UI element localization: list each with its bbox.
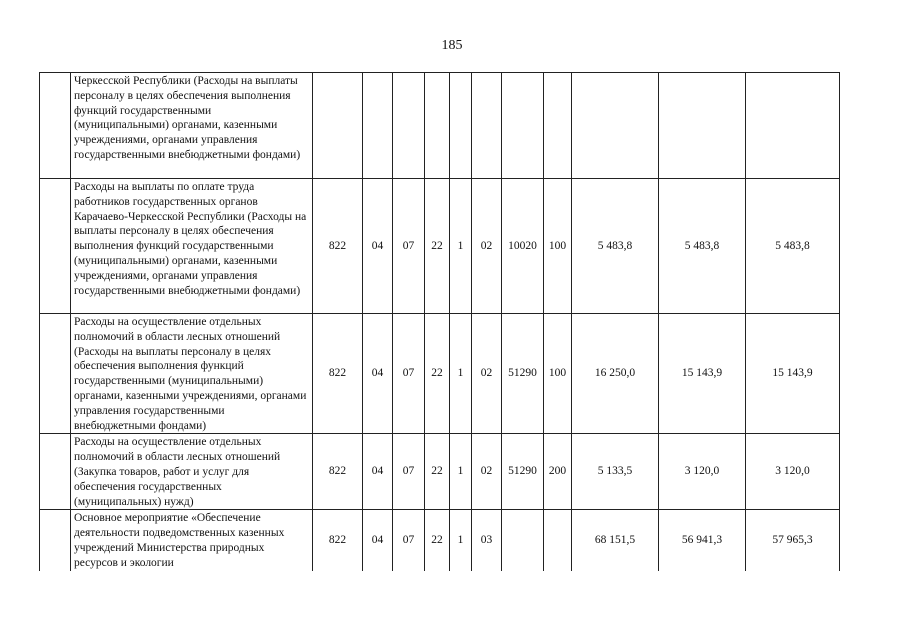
event-code-cell: 02 (472, 179, 502, 314)
direction-code-cell (502, 73, 544, 179)
sum-year-3-cell: 57 965,3 (746, 510, 840, 571)
sum-year-3-cell: 5 483,8 (746, 179, 840, 314)
subprogram-type-cell: 1 (450, 179, 472, 314)
table-row (40, 510, 840, 571)
row-number-cell (40, 73, 71, 179)
table-row (40, 314, 840, 434)
program-code-cell (425, 73, 450, 179)
expense-type-cell: 200 (544, 434, 572, 510)
event-code-cell: 02 (472, 434, 502, 510)
row-number-cell (40, 314, 71, 434)
event-code-cell: 02 (472, 314, 502, 434)
section-code-cell: 04 (363, 434, 393, 510)
row-number-cell (40, 434, 71, 510)
sum-year-1-cell: 5 483,8 (572, 179, 659, 314)
sum-year-2-cell (659, 73, 746, 179)
sum-year-3-cell (746, 73, 840, 179)
section-code-cell: 04 (363, 510, 393, 571)
subsection-code-cell: 07 (393, 510, 425, 571)
ministry-code-cell: 822 (313, 179, 363, 314)
sum-year-2-cell: 56 941,3 (659, 510, 746, 571)
sum-year-3-cell: 3 120,0 (746, 434, 840, 510)
subsection-code-cell: 07 (393, 434, 425, 510)
section-code-cell: 04 (363, 179, 393, 314)
budget-table (39, 72, 840, 571)
subprogram-type-cell: 1 (450, 434, 472, 510)
row-number-cell (40, 510, 71, 571)
expense-name-cell: Расходы на осуществление отдельных полномочий в области лесных отношений (Расходы на выплаты персоналу в целях обеспечения выполнения функций государственными (муниципальными) органами, казенными учреждениями, органами управления государственными внебюджетными фондами) (71, 314, 313, 434)
sum-year-2-cell: 15 143,9 (659, 314, 746, 434)
ministry-code-cell: 822 (313, 510, 363, 571)
sum-year-2-cell: 3 120,0 (659, 434, 746, 510)
direction-code-cell (502, 510, 544, 571)
program-code-cell: 22 (425, 510, 450, 571)
program-code-cell: 22 (425, 314, 450, 434)
sum-year-3-cell: 15 143,9 (746, 314, 840, 434)
table-row (40, 434, 840, 510)
expense-type-cell: 100 (544, 179, 572, 314)
subsection-code-cell: 07 (393, 179, 425, 314)
program-code-cell: 22 (425, 434, 450, 510)
program-code-cell: 22 (425, 179, 450, 314)
event-code-cell: 03 (472, 510, 502, 571)
expense-name-cell: Основное мероприятие «Обеспечение деятельности подведомственных казенных учреждений Министерства природных ресурсов и экологии (71, 510, 313, 571)
expense-name-cell: Черкесской Республики (Расходы на выплаты персоналу в целях обеспечения выполнения функций государственными (муниципальными) органами, казенными учреждениями, органами управления государственными внебюджетными фондами) (71, 73, 313, 179)
expense-type-cell (544, 510, 572, 571)
subprogram-type-cell: 1 (450, 510, 472, 571)
expense-name-cell: Расходы на выплаты по оплате труда работников государственных органов Карачаево-Черкесской Республики (Расходы на выплаты персоналу в целях обеспечения выполнения функций государственными (муниципальными) органами, казенными учреждениями, органами управления государственными внебюджетными фондами) (71, 179, 313, 314)
table-row (40, 73, 840, 179)
direction-code-cell: 51290 (502, 434, 544, 510)
sum-year-1-cell: 16 250,0 (572, 314, 659, 434)
event-code-cell (472, 73, 502, 179)
section-code-cell (363, 73, 393, 179)
table-row (40, 179, 840, 314)
subsection-code-cell: 07 (393, 314, 425, 434)
sum-year-1-cell: 68 151,5 (572, 510, 659, 571)
expense-name-cell: Расходы на осуществление отдельных полномочий в области лесных отношений (Закупка товаров, работ и услуг для обеспечения государственных (муниципальных) нужд) (71, 434, 313, 510)
page-number: 185 (441, 38, 463, 53)
ministry-code-cell (313, 73, 363, 179)
expense-type-cell (544, 73, 572, 179)
sum-year-2-cell: 5 483,8 (659, 179, 746, 314)
expense-type-cell: 100 (544, 314, 572, 434)
subsection-code-cell (393, 73, 425, 179)
ministry-code-cell: 822 (313, 314, 363, 434)
sum-year-1-cell (572, 73, 659, 179)
direction-code-cell: 10020 (502, 179, 544, 314)
direction-code-cell: 51290 (502, 314, 544, 434)
ministry-code-cell: 822 (313, 434, 363, 510)
sum-year-1-cell: 5 133,5 (572, 434, 659, 510)
subprogram-type-cell: 1 (450, 314, 472, 434)
row-number-cell (40, 179, 71, 314)
section-code-cell: 04 (363, 314, 393, 434)
subprogram-type-cell (450, 73, 472, 179)
